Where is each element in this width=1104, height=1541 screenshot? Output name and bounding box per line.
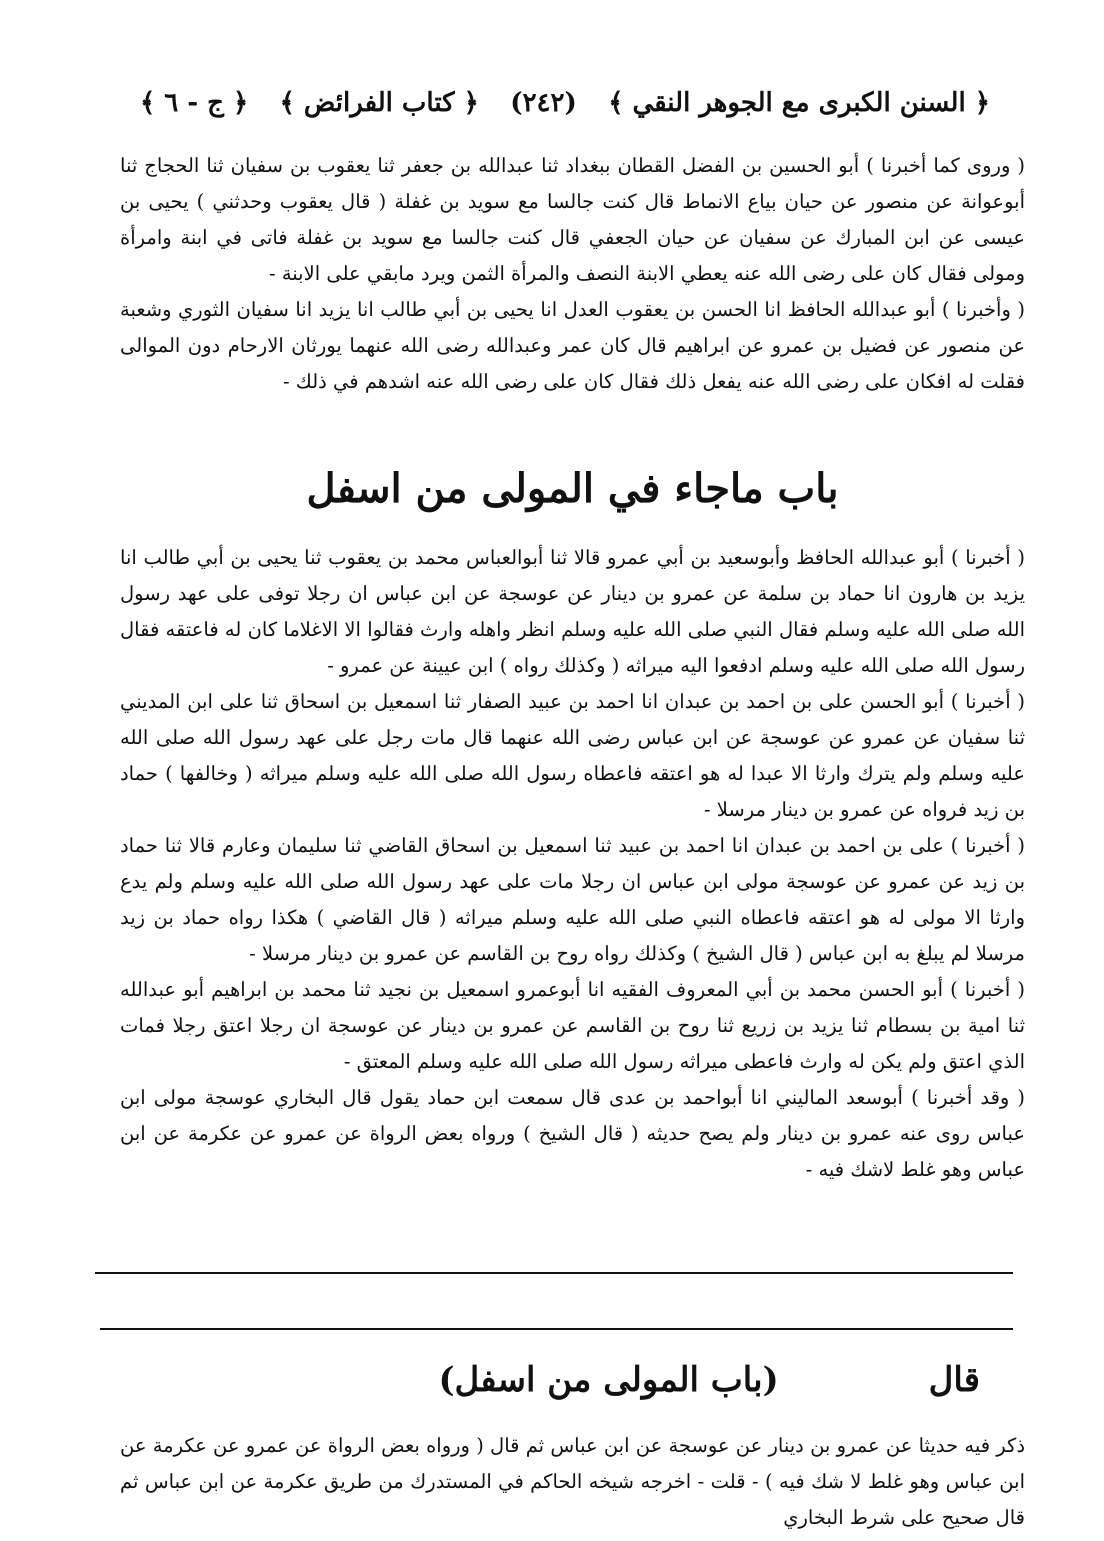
paragraph: ( أخبرنا ) على بن احمد بن عبدان انا احمد بن عبيد ثنا اسمعيل بن اسحاق القاضي ثنا سليمان وعارم قالا ثنا حماد بن زيد عن عمرو عن عوسجة مولى ابن عباس ان رجلا مات على عهد رسول الله صلى الله عليه وسلم ولم يدع وارثا الا مولى له هو اعتقه فاعطاه النبي صلى الله عليه وسلم ميراثه ( قال القاضي ) هكذا رواه حماد بن زيد مرسلا لم يبلغ به ابن عباس ( قال الشيخ ) وكذلك رواه روح بن القاسم عن عمرو بن دينار مرسلا - bbox=[120, 834, 1025, 965]
volume-number: ﴿ ج - ٦ ﴾ bbox=[140, 88, 249, 118]
section-two-text bbox=[120, 540, 1025, 1188]
qal-label: قال bbox=[928, 1360, 980, 1400]
paragraph: ذكر فيه حديثا عن عمرو بن دينار عن عوسجة عن ابن عباس ثم قال ( ورواه بعض الرواة عن عمرو عن عكرمة عن ابن عباس وهو غلط لا شك فيه ) - قلت - اخرجه شيخه الحاكم في المستدرك من طريق عكرمة عن ابن عباس ثم قال صحيح على شرط البخاري bbox=[120, 1434, 1025, 1529]
chapter-title: ﴿ كتاب الفرائض ﴾ bbox=[279, 88, 479, 118]
book-title: ﴿ السنن الكبرى مع الجوهر النقي ﴾ bbox=[608, 88, 990, 118]
paragraph: ( أخبرنا ) أبو عبدالله الحافظ وأبوسعيد بن أبي عمرو قالا ثنا أبوالعباس محمد بن يعقوب ثنا يحيى بن أبي طالب انا يزيد بن هارون انا حماد بن سلمة عن عمرو بن دينار عن عوسجة عن ابن عباس ان رجلا توفى على عهد رسول الله صلى الله عليه وسلم فقال النبي صلى الله عليه وسلم انظر واهله وارث فقالوا الا الاغلاما كان له فاعتقه فقال رسول الله صلى الله عليه وسلم ادفعوا اليه ميراثه ( وكذلك رواه ) ابن عيينة عن عمرو - bbox=[120, 546, 1025, 677]
commentary-text bbox=[120, 1428, 1025, 1538]
paragraph: ( أخبرنا ) أبو الحسن على بن احمد بن عبدان انا احمد بن عبيد الصفار ثنا اسمعيل بن اسحاق ثنا على ابن المديني ثنا سفيان عن عمرو عن عوسجة عن ابن عباس رضى الله عنهما قال مات رجل على عهد رسول الله صلى الله عليه وسلم ولم يترك وارثا الا عبدا له هو اعتقه فاعطاه رسول الله صلى الله عليه وسلم ميراثه ( وخالفها ) حماد بن زيد فرواه عن عمرو بن دينار مرسلا - bbox=[120, 690, 1025, 821]
running-header bbox=[140, 78, 990, 128]
divider-top bbox=[95, 1272, 1013, 1274]
divider-bottom bbox=[100, 1328, 1013, 1330]
paragraph: ( أخبرنا ) أبو الحسن محمد بن أبي المعروف الفقيه انا أبوعمرو اسمعيل بن نجيد ثنا محمد بن ابراهيم أبو عبدالله ثنا امية بن بسطام ثنا يزيد بن زريع ثنا روح بن القاسم عن عمرو بن دينار عن عوسجة ان رجلا اعتق رجلا فمات الذي اعتق ولم يكن له وارث فاعطى ميراثه رسول الله صلى الله عليه وسلم المعتق - bbox=[120, 978, 1025, 1073]
paragraph: ( وأخبرنا ) أبو عبدالله الحافظ انا الحسن بن يعقوب العدل انا يحيى بن أبي طالب انا يزيد انا سفيان الثوري وشعبة عن منصور عن فضيل بن عمرو عن ابراهيم قال كان عمر وعبدالله رضى الله عنهما يورثان الارحام دون الموالى فقلت له افكان على رضى الله عنه يفعل ذلك فقال كان على رضى الله عنه اشدهم في ذلك - bbox=[120, 298, 1025, 393]
commentary-title: (باب المولى من اسفل) bbox=[438, 1360, 779, 1400]
chapter-heading: باب ماجاء في المولى من اسفل bbox=[306, 465, 839, 512]
commentary-heading bbox=[120, 1355, 980, 1405]
paragraph: ( وروى كما أخبرنا ) أبو الحسين بن الفضل القطان ببغداد ثنا عبدالله بن جعفر ثنا يعقوب بن سفيان ثنا الحجاج ثنا أبوعوانة عن منصور عن حيان بياع الانماط قال كنت جالسا مع سويد بن غفلة ( قال يعقوب وحدثني ) يحيى بن عيسى عن ابن المبارك عن سفيان عن حيان الجعفي قال كنت جالسا مع سويد بن غفلة فاتى في ابنة وامرأة ومولى فقال كان على رضى الله عنه يعطي الابنة النصف والمرأة الثمن ويرد مابقي على الابنة - bbox=[120, 154, 1025, 285]
page-number: (٢٤٢) bbox=[510, 88, 577, 118]
section-one-text bbox=[120, 148, 1025, 400]
paragraph: ( وقد أخبرنا ) أبوسعد الماليني انا أبواحمد بن عدى قال سمعت ابن حماد يقول قال البخاري عوسجة مولى ابن عباس روى عنه عمرو بن دينار ولم يصح حديثه ( قال الشيخ ) ورواه بعض الرواة عن عمرو عن عكرمة عن ابن عباس وهو غلط لاشك فيه - bbox=[120, 1086, 1025, 1181]
